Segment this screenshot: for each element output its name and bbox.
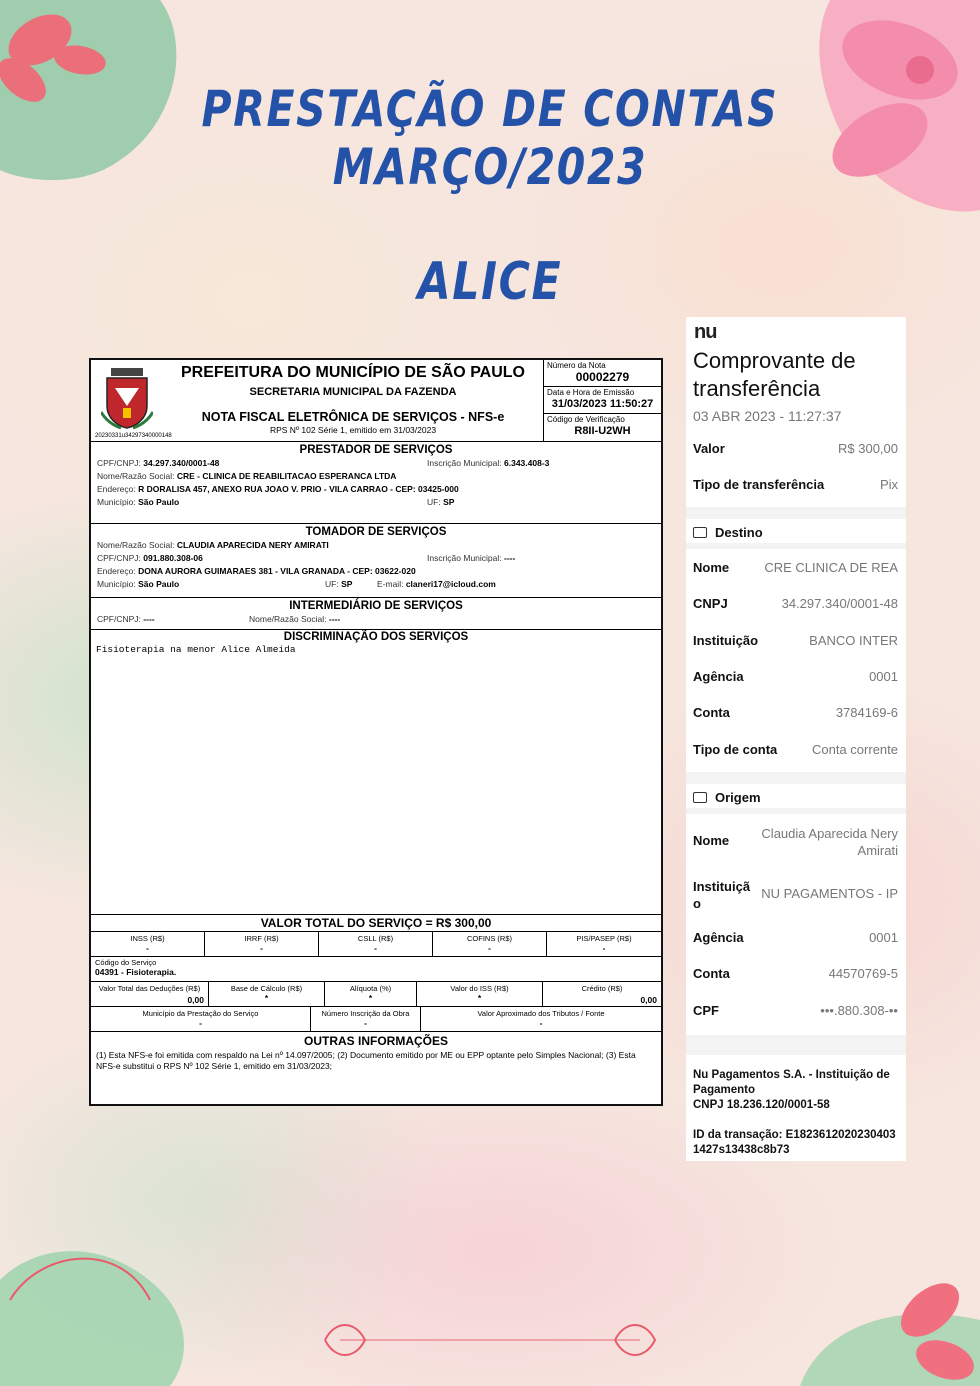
destino-header [693,525,763,540]
origem-conta: 44570769-5 [828,966,898,981]
tomador-uf: SP [341,579,353,589]
document-title: NOTA FISCAL ELETRÔNICA DE SERVIÇOS - NFS-e [201,410,505,424]
valor-label: Valor do ISS (R$) [450,984,509,993]
prestador-municipio: São Paulo [138,497,180,507]
tomador-nome-label: Nome/Razão Social: [97,540,175,550]
tributo-label: INSS (R$) [130,934,165,943]
extra-value: - [199,1018,202,1028]
emissao-value: 31/03/2023 11:50:27 [551,398,654,410]
valor-value: 0,00 [640,995,657,1005]
valor-total: VALOR TOTAL DO SERVIÇO = R$ 300,00 [91,914,661,932]
tomador-nome: CLAUDIA APARECIDA NERY AMIRATI [176,540,329,550]
divider [686,772,906,784]
origem-cpf-label: CPF [693,1003,719,1018]
prestador-im: 6.343.408-3 [504,458,550,468]
tomador-email: claneri17@icloud.com [405,579,496,589]
tributos-table [91,932,661,957]
tributo-label: PIS/PASEP (R$) [576,934,632,943]
discriminacao-section [91,630,661,914]
tributo-value: - [146,943,149,953]
tributo-label: IRRF (R$) [244,934,279,943]
valor-iss [417,982,543,1006]
divider [686,543,906,549]
discriminacao-text: Fisioterapia na menor Alice Almeida [96,644,296,655]
extra-label: Valor Aproximado dos Tributos / Fonte [477,1009,605,1018]
extra-label: Número Inscrição da Obra [321,1009,410,1018]
tributo-label: COFINS (R$) [467,934,512,943]
discriminacao-title: DISCRIMINAÇÃO DOS SERVIÇOS [283,631,469,643]
intermediario-cpf: ---- [143,614,155,624]
valor-value: * [264,993,269,1003]
destino-cnpj: 34.297.340/0001-48 [781,596,898,611]
tomador-title: TOMADOR DE SERVIÇOS [305,526,447,538]
nfse-invoice [89,358,663,1106]
transfer-icon [693,527,707,538]
valores-table [91,982,661,1007]
tributo-value: - [602,943,606,953]
valor-value: * [477,993,482,1003]
tomador-municipio-row [97,578,655,591]
numero-label: Número da Nota [547,361,606,370]
divider [686,1035,906,1055]
destino-title: Destino [715,525,763,540]
origem-inst-label: Instituição [693,879,751,911]
tributo-pis [547,932,661,956]
valor-label: Crédito (R$) [581,984,623,993]
tributo-inss [91,932,205,956]
numero-value: 00002279 [575,370,630,384]
origem-cpf: •••.880.308-•• [820,1003,898,1018]
receipt-date: 03 ABR 2023 - 11:27:37 [693,408,842,424]
transaction-id: ID da transação: E18236120202304031427s13438c8b73 [693,1129,896,1156]
valor-value: 0,00 [187,995,204,1005]
tomador-endereco-row [97,565,655,578]
extra-value: - [364,1018,367,1028]
tributo-value: - [374,943,377,953]
brasao-number: 20230331u34297340000148 [95,433,172,439]
prestador-im-label: Inscrição Municipal: [427,458,502,468]
valor-base [209,982,325,1006]
prestador-cpf-row [97,457,655,470]
extra-label: Município da Prestação do Serviço [142,1009,259,1018]
tributo-value: - [488,943,491,953]
destino-nome: CRE CLINICA DE REA [764,560,898,575]
intermediario-nome-label: Nome/Razão Social: [249,614,327,624]
tomador-nome-row [97,539,655,552]
intermediario-cpf-label: CPF/CNPJ: [97,614,141,624]
tomador-email-label: E-mail: [377,579,404,589]
divider [686,507,906,519]
coat-of-arms-icon [101,366,153,430]
valor-deducoes [91,982,209,1006]
tributo-csll [319,932,433,956]
page-title [88,80,892,196]
prestador-municipio-label: Município: [97,497,136,507]
origem-agencia-label: Agência [693,930,744,945]
codigo-label: Código do Serviço [95,958,157,967]
intermediario-row [97,613,655,626]
tomador-cpf-row [97,552,655,565]
destino-inst-label: Instituição [693,633,759,648]
origem-nome-label: Nome [693,833,730,848]
prestador-nome: CRE - CLINICA DE REABILITACAO ESPERANCA LTDA [176,471,397,481]
origem-header [693,790,761,805]
codigo-servico [91,957,661,982]
tributo-irrf [205,932,319,956]
prestador-title: PRESTADOR DE SERVIÇOS [299,444,453,456]
prefeitura-title: PREFEITURA DO MUNICÍPIO DE SÃO PAULO [180,364,525,381]
verificacao-label: Código de Verificação [547,415,625,424]
destino-agencia-label: Agência [693,669,744,684]
destino-conta-label: Conta [693,705,730,720]
origem-nome: Claudia Aparecida Nery Amirati [761,826,898,858]
destino-conta: 3784169-6 [835,705,898,720]
valor-label: Valor Total das Deduções (R$) [98,984,201,993]
codigo-value: 04391 - Fisioterapia. [95,967,177,977]
tomador-cpf: 091.880.308-06 [143,553,203,563]
totals-section [91,914,661,1074]
valor-value: R$ 300,00 [838,441,898,456]
origem-inst: NU PAGAMENTOS - IP [761,886,898,901]
rps-info: RPS Nº 102 Série 1, emitido em 31/03/2023 [269,425,437,435]
valor-aliquota [325,982,417,1006]
origem-conta-label: Conta [693,966,730,981]
tomador-municipio: São Paulo [138,579,180,589]
prestador-cpf: 34.297.340/0001-48 [143,458,220,468]
tipo-value: Pix [879,477,898,492]
outras-title: OUTRAS INFORMAÇÕES [304,1034,448,1048]
footer-company [693,1068,898,1113]
intermediario-nome: ---- [328,614,341,624]
transfer-icon [693,792,707,803]
municipio-prestacao [91,1007,311,1031]
tributo-value: - [260,943,263,953]
valor-label: Base de Cálculo (R$) [230,984,303,993]
tomador-municipio-label: Município: [97,579,136,589]
tipo-label: Tipo de transferência [693,477,825,492]
valor-value: * [368,993,373,1003]
extra-table [91,1007,661,1032]
receipt-title: Comprovante de transferência [693,348,856,401]
prestador-nome-label: Nome/Razão Social: [97,471,175,481]
prestador-uf-label: UF: [427,497,441,507]
tomador-section [91,524,661,598]
tributo-cofins [433,932,547,956]
prestador-endereco-row [97,483,655,496]
prestador-section [91,442,661,524]
tributo-label: CSLL (R$) [357,934,394,943]
tomador-im-label: Inscrição Municipal: [427,553,502,563]
prestador-cpf-label: CPF/CNPJ: [97,458,141,468]
nubank-logo: nu [694,321,717,343]
prestador-endereco-label: Endereço: [97,484,136,494]
prestador-municipio-row [97,496,655,509]
prestador-endereco: R DORALISA 457, ANEXO RUA JOAO V. PRIO - VILA CARRAO - CEP: 03425-000 [138,484,459,494]
inscricao-obra [311,1007,421,1031]
footer-cnpj: CNPJ 18.236.120/0001-58 [693,1099,830,1111]
emissao-label: Data e Hora de Emissão [547,388,635,397]
secretaria-title: SECRETARIA MUNICIPAL DA FAZENDA [249,386,457,398]
tomador-endereco: DONA AURORA GUIMARAES 381 - VILA GRANADA - CEP: 03622-020 [138,566,416,576]
valor-label: Alíquota (%) [349,984,392,993]
destino-tipo: Conta corrente [812,742,898,757]
tomador-cpf-label: CPF/CNPJ: [97,553,141,563]
destino-tipo-label: Tipo de conta [693,742,778,757]
tomador-endereco-label: Endereço: [97,566,136,576]
valor-aproximado [421,1007,661,1031]
valor-label: Valor [693,441,725,456]
divider [686,808,906,814]
intermediario-section [91,598,661,630]
valor-credito [543,982,661,1006]
origem-title: Origem [715,790,761,805]
title-line-2: MARÇO/2023 [332,138,648,196]
invoice-header [91,360,661,442]
destino-inst: BANCO INTER [809,633,898,648]
nubank-receipt [686,317,906,1161]
invoice-meta [543,360,661,442]
origem-agencia: 0001 [869,930,898,945]
verificacao-value: R8II-U2WH [574,425,631,437]
destino-cnpj-label: CNPJ [693,596,728,611]
intermediario-title: INTERMEDIÁRIO DE SERVIÇOS [289,600,463,612]
tomador-uf-label: UF: [325,579,339,589]
footer-company-name: Nu Pagamentos S.A. - Instituição de Pagamento [693,1069,890,1096]
outras-text: (1) Esta NFS-e foi emitida com respaldo na Lei nº 14.097/2005; (2) Documento emitido por ME ou EPP optante pelo Simples Nacional; (3) Esta NFS-e substitui o RPS Nº 102 Série 1, emitido em 31/03/2023; [96,1050,636,1071]
tomador-im: ---- [504,553,516,563]
prestador-uf: SP [443,497,455,507]
title-line-1: PRESTAÇÃO DE CONTAS [201,80,779,138]
patient-name: ALICE [417,252,563,312]
prestador-nome-row [97,470,655,483]
destino-nome-label: Nome [693,560,730,575]
extra-value: - [539,1018,543,1028]
destino-agencia: 0001 [869,669,898,684]
